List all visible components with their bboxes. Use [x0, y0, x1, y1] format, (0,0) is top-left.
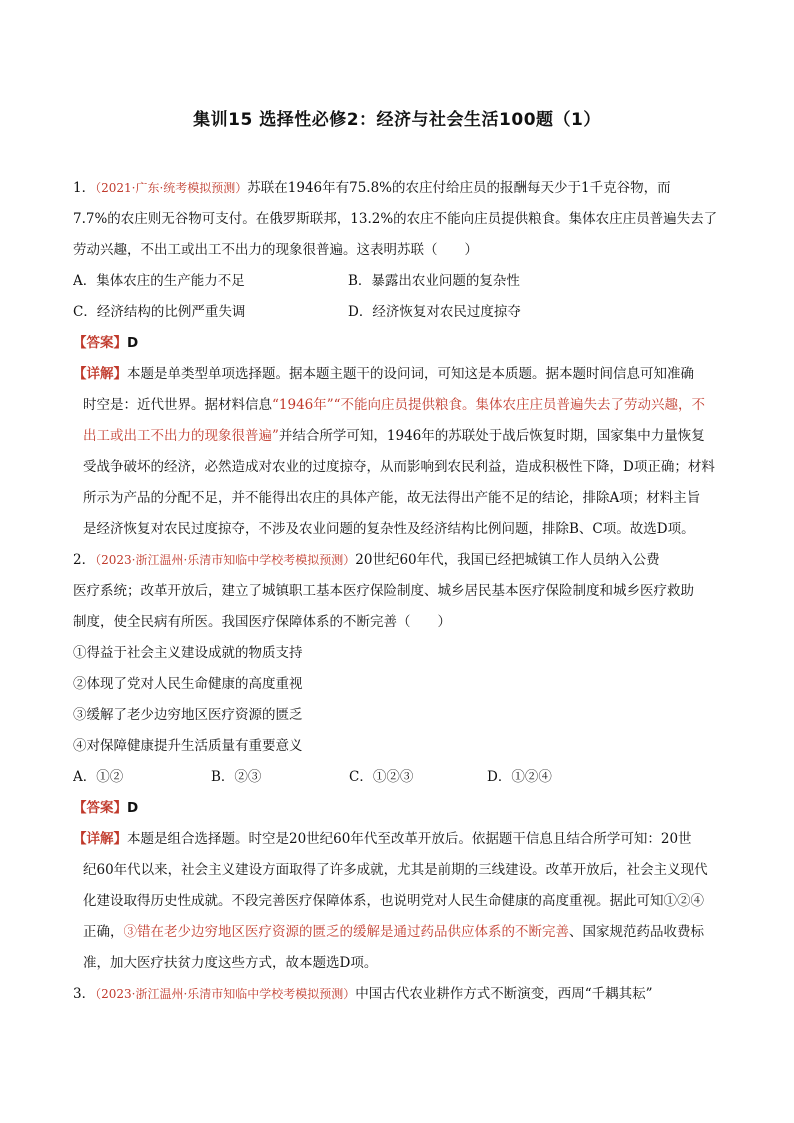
q2-answer — [73, 793, 723, 824]
q2-option-d: D．①②④ — [487, 769, 552, 785]
q1-detail-line-4: 受战争破坏的经济，必然造成对农业的过度掠夺，从而影响到农民利益，造成积极性下降，D项正确；材料 — [83, 459, 715, 475]
quoted-material: 出工或出工不出力的现象很普遍” — [83, 428, 279, 444]
q1-number: 1． — [73, 180, 96, 196]
q3-number: 3． — [73, 986, 96, 1002]
q1-source: （2021·广东·统考模拟预测） — [95, 181, 248, 195]
q2-stem-line-2: 医疗系统；改革开放后，建立了城镇职工基本医疗保险制度、城乡居民基本医疗保险制度和城乡医疗救助 — [73, 583, 694, 599]
q1-detail-line-5: 所示为产品的分配不足，并不能得出农庄的具体产能，故无法得出产能不足的结论，排除A项；材料主旨 — [83, 490, 701, 506]
q2-item-1: ①得益于社会主义建设成就的物质支持 — [73, 645, 303, 661]
q1-detail-line-1: 【详解】本题是单类型单项选择题。据本题主题干的设问词，可知这是本质题。据本题时间信息可知准确 — [73, 366, 694, 382]
q1-option-b: B．暴露出农业问题的复杂性 — [348, 273, 520, 289]
answer-value: D — [127, 800, 139, 816]
q1-stem-line-1: 1．（2021·广东·统考模拟预测）苏联在1946年有75.8%的农庄付给庄员的报酬每天少于1千克谷物，而 — [73, 180, 671, 196]
q3-source: （2023·浙江温州·乐清市知临中学校考模拟预测） — [95, 987, 356, 1001]
highlighted-explanation: ③错在老少边穷地区医疗资源的匮乏的缓解是通过药品供应体系的不断完善 — [123, 924, 569, 940]
q2-option-c: C．①②③ — [349, 769, 414, 785]
q2-source: （2023·浙江温州·乐清市知临中学校考模拟预测） — [95, 553, 356, 567]
answer-value: D — [127, 335, 139, 351]
q1-stem-line-3: 劳动兴趣，不出工或出工不出力的现象很普遍。这表明苏联（ ） — [73, 242, 478, 258]
q1-option-a: A．集体农庄的生产能力不足 — [73, 273, 245, 289]
q2-options-row — [73, 762, 723, 793]
answer-label: 【答案】 — [73, 800, 127, 816]
q2-option-a: A．①② — [73, 769, 124, 785]
answer-label: 【答案】 — [73, 335, 127, 351]
q2-number: 2． — [73, 552, 96, 568]
q1-stem-line-2: 7.7%的农庄则无谷物可支付。在俄罗斯联邦，13.2%的农庄不能向庄员提供粮食。集体农庄庄员普遍失去了 — [73, 211, 718, 227]
q3-stem-line-1: 3．（2023·浙江温州·乐清市知临中学校考模拟预测）中国古代农业耕作方式不断演变，西周“千耦其耘” — [73, 986, 653, 1002]
question-list — [73, 173, 723, 1010]
q1-answer — [73, 328, 723, 359]
page-title: 集训15 选择性必修2：经济与社会生活100题（1） — [193, 110, 601, 130]
detail-label: 【详解】 — [73, 366, 127, 382]
q2-detail-line-2: 纪60年代以来，社会主义建设方面取得了许多成就，尤其是前期的三线建设。改革开放后，社会主义现代 — [83, 862, 708, 878]
q2-detail-line-4: 正确，③错在老少边穷地区医疗资源的匮乏的缓解是通过药品供应体系的不断完善、国家规范药品收费标 — [83, 924, 704, 940]
q1-detail-line-3: 出工或出工不出力的现象很普遍”并结合所学可知，1946年的苏联处于战后恢复时期，国家集中力量恢复 — [83, 428, 705, 444]
q2-detail-line-1: 【详解】本题是组合选择题。时空是20世纪60年代至改革开放后。依据题干信息且结合所学可知：20世 — [73, 831, 692, 847]
q2-option-b: B．②③ — [211, 769, 262, 785]
q1-detail-line-2: 时空是：近代世界。据材料信息“1946年”“不能向庄员提供粮食。集体农庄庄员普遍失去了劳动兴趣，不 — [83, 397, 706, 413]
q1-option-d: D．经济恢复对农民过度掠夺 — [348, 304, 521, 320]
q2-item-2: ②体现了党对人民生命健康的高度重视 — [73, 676, 303, 692]
q2-detail-line-3: 化建设取得历史性成就。不段完善医疗保障体系，也说明党对人民生命健康的高度重视。据此可知①②④ — [83, 893, 704, 909]
q1-detail-line-6: 是经济恢复对农民过度掠夺，不涉及农业问题的复杂性及经济结构比例问题，排除B、C项。故选D项。 — [83, 521, 695, 537]
q2-item-3: ③缓解了老少边穷地区医疗资源的匮乏 — [73, 707, 303, 723]
q1-options-row-1 — [73, 266, 723, 297]
detail-label: 【详解】 — [73, 831, 127, 847]
q2-stem-line-3: 制度，使全民病有所医。我国医疗保障体系的不断完善（ ） — [73, 614, 451, 630]
q1-option-c: C．经济结构的比例严重失调 — [73, 304, 246, 320]
q2-item-4: ④对保障健康提升生活质量有重要意义 — [73, 738, 303, 754]
q2-stem-line-1: 2．（2023·浙江温州·乐清市知临中学校考模拟预测）20世纪60年代，我国已经把城镇工作人员纳入公费 — [73, 552, 660, 568]
q1-options-row-2 — [73, 297, 723, 328]
q2-detail-line-5: 准，加大医疗扶贫力度这些方式，故本题选D项。 — [83, 955, 378, 971]
quoted-material: “1946年”“不能向庄员提供粮食。集体农庄庄员普遍失去了劳动兴趣，不 — [272, 397, 706, 413]
